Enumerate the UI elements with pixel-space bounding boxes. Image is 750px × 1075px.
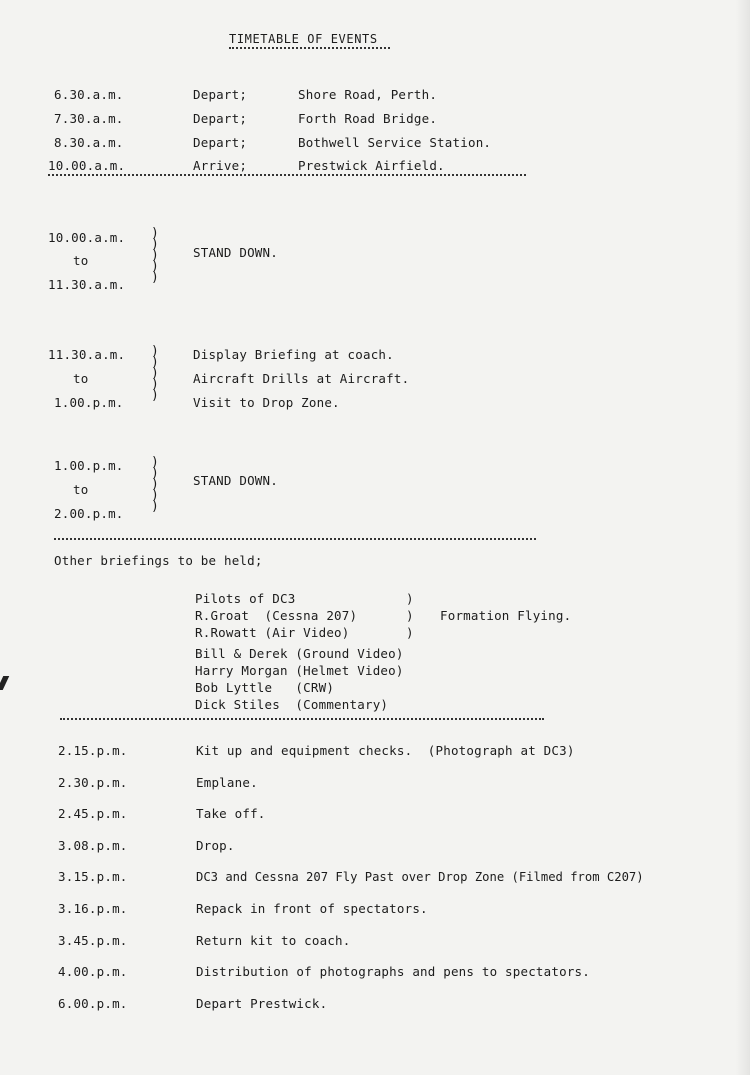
travel-time: 10.00.a.m.	[48, 158, 126, 173]
briefing-attendee: Bob Lyttle (CRW)	[195, 680, 335, 695]
travel-place: Shore Road, Perth.	[298, 87, 438, 102]
block-to-word: to	[73, 253, 89, 268]
travel-place: Prestwick Airfield.	[298, 158, 445, 173]
travel-place: Bothwell Service Station.	[298, 135, 492, 150]
travel-action: Arrive;	[193, 158, 248, 173]
travel-place: Forth Road Bridge.	[298, 111, 438, 126]
briefing-attendee: Harry Morgan (Helmet Video)	[195, 663, 404, 678]
event-time: 3.15.p.m.	[58, 869, 128, 884]
briefing-attendee: R.Rowatt (Air Video)	[195, 625, 350, 640]
briefings-heading: Other briefings to be held;	[54, 553, 263, 568]
block-from-time: 1.00.p.m.	[54, 458, 124, 473]
bracket: ) ) ) ) )	[151, 344, 159, 403]
event-time: 3.45.p.m.	[58, 933, 128, 948]
block-to-word: to	[73, 371, 89, 386]
block-to-time: 11.30.a.m.	[48, 277, 126, 292]
event-time: 2.30.p.m.	[58, 775, 128, 790]
block-to-time: 1.00.p.m.	[54, 395, 124, 410]
event-description: Drop.	[196, 838, 235, 853]
travel-action: Depart;	[193, 135, 248, 150]
event-time: 3.16.p.m.	[58, 901, 128, 916]
briefing-attendee: Bill & Derek (Ground Video)	[195, 646, 404, 661]
event-time: 3.08.p.m.	[58, 838, 128, 853]
bracket: ) ) ) ) )	[151, 226, 159, 285]
travel-time: 7.30.a.m.	[54, 111, 124, 126]
travel-time: 8.30.a.m.	[54, 135, 124, 150]
travel-action: Depart;	[193, 87, 248, 102]
block-item: STAND DOWN.	[193, 473, 278, 488]
block-from-time: 10.00.a.m.	[48, 230, 126, 245]
event-time: 4.00.p.m.	[58, 964, 128, 979]
event-description: Return kit to coach.	[196, 933, 351, 948]
document-title: TIMETABLE OF EVENTS	[229, 32, 378, 46]
briefing-attendee: Pilots of DC3	[195, 591, 296, 606]
bracket: )	[406, 591, 414, 606]
bracket: )	[406, 625, 414, 640]
travel-action: Depart;	[193, 111, 248, 126]
briefing-attendee: Dick Stiles (Commentary)	[195, 697, 389, 712]
section-divider	[54, 538, 536, 540]
event-description: Emplane.	[196, 775, 258, 790]
event-description: Distribution of photographs and pens to spectators.	[196, 964, 591, 979]
block-to-word: to	[73, 482, 89, 497]
briefing-attendee: R.Groat (Cessna 207)	[195, 608, 358, 623]
event-description: Repack in front of spectators.	[196, 901, 428, 916]
block-item: Display Briefing at coach.	[193, 347, 394, 362]
block-to-time: 2.00.p.m.	[54, 506, 124, 521]
event-description: Kit up and equipment checks. (Photograph at DC3)	[196, 743, 575, 758]
block-item: Aircraft Drills at Aircraft.	[193, 371, 410, 386]
event-time: 2.15.p.m.	[58, 743, 128, 758]
event-time: 2.45.p.m.	[58, 806, 128, 821]
block-item: Visit to Drop Zone.	[193, 395, 340, 410]
block-from-time: 11.30.a.m.	[48, 347, 126, 362]
margin-mark	[0, 676, 9, 690]
event-description: DC3 and Cessna 207 Fly Past over Drop Zone (Filmed from C207)	[196, 870, 644, 884]
section-divider	[48, 174, 526, 176]
section-divider	[60, 718, 544, 720]
bracket: ) ) ) ) )	[151, 455, 159, 514]
block-item: STAND DOWN.	[193, 245, 278, 260]
event-description: Take off.	[196, 806, 266, 821]
briefing-group-label: Formation Flying.	[440, 608, 572, 623]
event-description: Depart Prestwick.	[196, 996, 328, 1011]
travel-time: 6.30.a.m.	[54, 87, 124, 102]
title-underline	[229, 47, 390, 49]
bracket: )	[406, 608, 414, 623]
page-edge-shadow	[736, 0, 750, 1075]
event-time: 6.00.p.m.	[58, 996, 128, 1011]
